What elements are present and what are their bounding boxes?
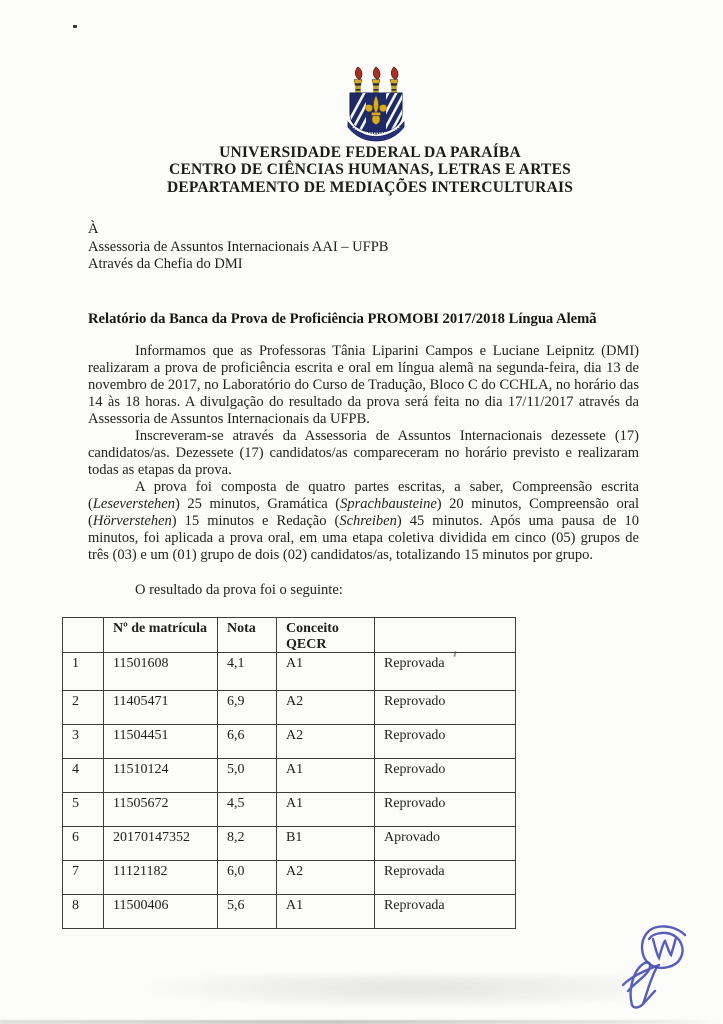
addressee-via: Através da Chefia do DMI xyxy=(88,256,243,272)
header-matricula: Nº de matrícula xyxy=(104,618,218,653)
institution-line-3: DEPARTAMENTO DE MEDIAÇÕES INTERCULTURAIS xyxy=(166,178,574,196)
ufpb-crest-icon xyxy=(344,66,408,148)
table-row: 1 11501608 4,1 A1 Reprovada xyxy=(63,653,516,691)
paragraph-2: Inscreveram-se através da Assessoria de Assuntos Internacionais dezessete (17) candidatos/as. Dezessete (17) candidatos/as compareceram no horário previsto e realizaram todas as etapas da prova. xyxy=(88,428,639,478)
institution-line-1: UNIVERSIDADE FEDERAL DA PARAÍBA xyxy=(219,144,521,161)
addressee-to: Assessoria de Assuntos Internacionais AAI – UFPB xyxy=(88,238,389,255)
table-row: 5 11505672 4,5 A1 Reprovado xyxy=(63,793,516,827)
table-row: 3 11504451 6,6 A2 Reprovado xyxy=(63,725,516,759)
paragraph-1: Informamos que as Professoras Tânia Liparini Campos e Luciane Leipnitz (DMI) realizaram a prova de proficiência escrita e oral em língua alemã na segunda-feira, dia 13 de novembro de 2017, no Laboratório do Curso de Tradução, Bloco C do CCHLA, no horário das 14 às 18 horas. A divulgação do resultado da prova será feita no dia 17/11/2017 através da Assessoria de Assuntos Internacionais da UFPB. xyxy=(88,343,639,427)
header-nota: Nota xyxy=(218,618,277,653)
scan-smudge xyxy=(150,975,630,1007)
table-row: 6 20170147352 8,2 B1 Aprovado xyxy=(63,827,516,861)
paragraph-3: A prova foi composta de quatro partes escritas, a saber, Compreensão escrita (Leseverstehen) 25 minutos, Gramática (Sprachbausteine) 20 minutos, Compreensão oral (Hörverstehen) 15 minutos e Redação (Schreiben) 45 minutos. Após uma pausa de 10 minutos, foi aplicada a prova oral, em uma etapa coletiva dividida em cinco (05) grupos de três (03) e um (01) grupo de dois (02) candidatos/as, totalizando 15 minutos por grupo. xyxy=(88,479,639,563)
addressee-salutation: À xyxy=(88,221,99,237)
table-row: 2 11405471 6,9 A2 Reprovado xyxy=(63,691,516,725)
header-conceito: Conceito QECR xyxy=(277,618,375,653)
table-row: 7 11121182 6,0 A2 Reprovada xyxy=(63,861,516,895)
header-index xyxy=(63,618,104,653)
report-title: Relatório da Banca da Prova de Proficiência PROMOBI 2017/2018 Língua Alemã xyxy=(88,311,597,327)
table-row: 4 11510124 5,0 A1 Reprovado xyxy=(63,759,516,793)
results-intro: O resultado da prova foi o seguinte: xyxy=(135,582,343,598)
addressee-block xyxy=(88,221,388,274)
scan-speck xyxy=(73,25,77,28)
results-table xyxy=(62,617,516,929)
institution-line-2: CENTRO DE CIÊNCIAS HUMANAS, LETRAS E ARTES xyxy=(169,161,571,179)
table-header-row xyxy=(63,618,516,653)
torch-icons xyxy=(354,67,398,94)
report-body xyxy=(88,343,639,599)
institution-header xyxy=(0,144,723,196)
header-resultado xyxy=(375,618,516,653)
table-row: 8 11500406 5,6 A1 Reprovada xyxy=(63,895,516,929)
scan-bottom-edge xyxy=(0,1020,723,1024)
